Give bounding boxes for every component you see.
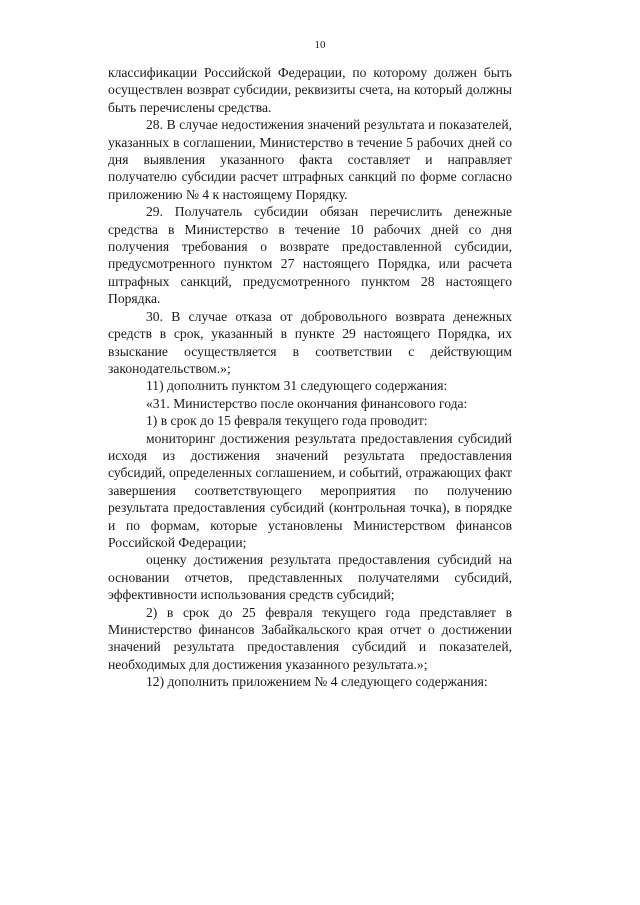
paragraph-item-28: 28. В случае недостижения значений результата и показателей, указанных в соглашении, Министерство в течение 5 рабочих дней со дня выявления указанного факта составляет и направляет получателю субсидии расчет штрафных санкций по форме согласно приложению № 4 к настоящему Порядку. (108, 117, 512, 202)
paragraph-monitoring: мониторинг достижения результата предоставления субсидий исходя из достижения значений результата предоставления субсидий, определенных соглашением, и событий, отражающих факт завершения соответствующего мероприятия по получению результата предоставления субсидий (контрольная точка), в порядке и по формам, которые установлены Министерством финансов Российской Федерации; (108, 430, 512, 550)
paragraph-subitem-2: 2) в срок до 25 февраля текущего года представляет в Министерство финансов Забайкальского края отчет о достижении значений результата предоставления субсидий и показателей, необходимых для достижения указанного результата.»; (108, 604, 512, 672)
paragraph-amendment-11: 11) дополнить пунктом 31 следующего содержания: (146, 378, 448, 394)
paragraph-continuation: классификации Российской Федерации, по которому должен быть осуществлен возврат субсидии, реквизиты счета, на который должны быть перечислены средства. (108, 65, 512, 115)
paragraph-subitem-1: 1) в срок до 15 февраля текущего года проводит: (146, 413, 428, 429)
paragraph-item-30: 30. В случае отказа от добровольного возврата денежных средств в срок, указанный в пункте 29 настоящего Порядка, их взыскание осуществляется в соответствии с действующим законодательством.»; (108, 308, 512, 376)
page-number: 10 (314, 39, 326, 51)
paragraph-item-29: 29. Получатель субсидии обязан перечислить денежные средства в Министерство в течение 10 рабочих дней со дня получения требования о возврате предоставленной субсидии, предусмотренного пунктом 27 настоящего Порядка, или расчета штрафных санкций, предусмотренного пунктом 28 настоящего Порядка. (108, 204, 512, 307)
paragraph-item-31: «31. Министерство после окончания финансового года: (146, 395, 468, 411)
document-body (108, 64, 512, 691)
paragraph-amendment-12: 12) дополнить приложением № 4 следующего содержания: (146, 674, 488, 690)
paragraph-evaluation: оценку достижения результата предоставления субсидий на основании отчетов, представленных получателями субсидий, эффективности использования средств субсидий; (108, 552, 512, 603)
